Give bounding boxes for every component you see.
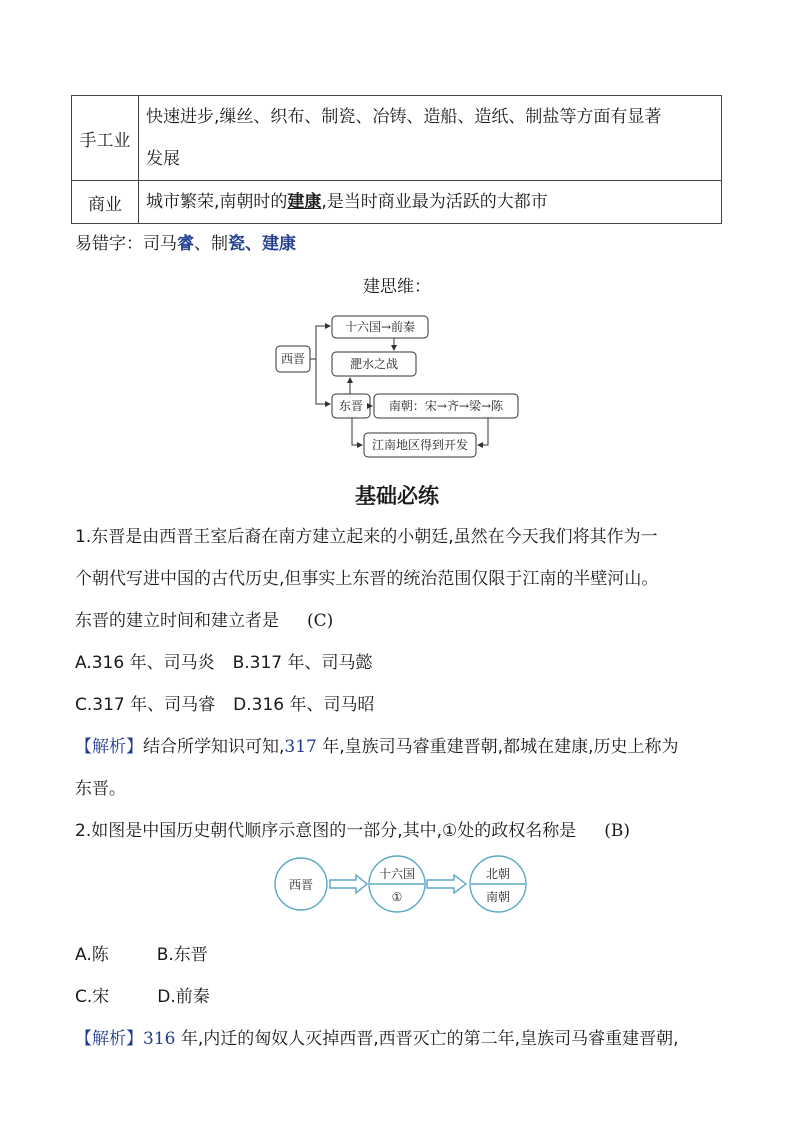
description-line: 快速进步,缫丝、织布、制瓷、冶铸、造船、造纸、制盐等方面有显著 (146, 107, 662, 127)
analysis-text: 年,内迁的匈奴人灭掉西晋,西晋灭亡的第二年,皇族司马睿重建晋朝, (175, 1029, 679, 1049)
analysis (75, 732, 678, 757)
analysis-text: 年,皇族司马睿重建晋朝,都城在建康,历史上称为 (316, 737, 679, 757)
arrow-icon (427, 875, 466, 893)
table-row (72, 96, 722, 181)
mindmap-diagram (270, 308, 530, 460)
mindmap-label-southern-dynasties: 南朝：宋→齐→梁→陈 (388, 399, 504, 413)
analysis-number: 317 (284, 737, 317, 757)
question-1-line: 个朝代写进中国的古代历史,但事实上东晋的统治范围仅限于江南的半壁河山。 (75, 569, 659, 589)
mindmap-label-eastern-jin: 东晋 (338, 399, 364, 413)
analysis-text: 结合所学知识可知, (143, 737, 285, 757)
question-stem-text: 2.如图是中国历史朝代顺序示意图的一部分,其中,①处的政权名称是 (75, 821, 577, 841)
option-d: D.前秦 (157, 987, 210, 1007)
section-title: 基础必练 (355, 484, 439, 508)
question-2-stem (75, 816, 630, 841)
analysis-label: 【解析】 (75, 737, 143, 757)
highlighted-term: 建康 (287, 192, 322, 212)
mindmap-connector (478, 418, 488, 445)
option-a: A.316 年、司马炎 (75, 653, 215, 673)
mindmap-connector (352, 418, 362, 445)
options-row (75, 648, 373, 673)
option-d: D.316 年、司马昭 (233, 695, 375, 715)
table-cell-category: 商业 (72, 181, 139, 224)
arrow-icon (330, 875, 367, 893)
table-row (72, 181, 722, 224)
question-stem-text: 东晋的建立时间和建立者是 (75, 611, 279, 631)
dynasty-label-sixteen-kingdoms: 十六国 (378, 867, 416, 881)
question-1-stem (75, 606, 333, 631)
summary-table (71, 95, 722, 224)
dynasty-label-western-jin: 西晋 (288, 878, 314, 892)
typo-note (75, 229, 296, 254)
answer-mark: (B) (604, 821, 631, 841)
option-b: B.东晋 (156, 945, 208, 965)
description-line: 发展 (146, 149, 180, 169)
table-cell-description (139, 181, 722, 224)
mindmap-label-jiangnan: 江南地区得到开发 (371, 438, 469, 452)
option-c: C.317 年、司马睿 (75, 695, 216, 715)
options-row (75, 940, 208, 965)
option-b: B.317 年、司马懿 (232, 653, 373, 673)
dynasty-label-northern: 北朝 (485, 867, 511, 881)
dynasty-sequence-diagram (272, 850, 534, 916)
typo-sep: 、制 (194, 234, 228, 254)
table-cell-category: 手工业 (72, 96, 139, 181)
answer-mark: (C) (307, 611, 334, 631)
mindmap-label-feishui: 淝水之战 (349, 357, 399, 371)
typo-word: 睿 (177, 234, 194, 254)
mindmap-connector (310, 326, 330, 359)
analysis (75, 1024, 678, 1049)
analysis-number: 316 (143, 1029, 176, 1049)
mindmap-connector (316, 359, 330, 404)
options-row (75, 690, 375, 715)
dynasty-label-southern: 南朝 (485, 890, 511, 904)
question-1-line: 1.东晋是由西晋王室后裔在南方建立起来的小朝廷,虽然在今天我们将其作为一 (75, 527, 658, 547)
option-c: C.宋 (75, 987, 110, 1007)
dynasty-label-blank: ① (391, 890, 403, 904)
options-row (75, 982, 210, 1007)
typo-label: 易错字：司马 (75, 234, 177, 254)
analysis-label: 【解析】 (75, 1029, 143, 1049)
typo-sep: 、 (245, 234, 262, 254)
analysis-line: 东晋。 (75, 779, 126, 799)
mindmap-title: 建思维： (363, 277, 431, 297)
text-segment: 城市繁荣,南朝时的 (146, 192, 288, 212)
text-segment: ,是当时商业最为活跃的大都市 (321, 192, 548, 212)
typo-word: 建康 (262, 234, 296, 254)
mindmap-label-sixteen-kingdoms: 十六国→前秦 (344, 320, 416, 334)
option-a: A.陈 (75, 945, 109, 965)
mindmap-label-root: 西晋 (280, 352, 306, 366)
table-cell-description (139, 96, 722, 181)
typo-word: 瓷 (228, 234, 245, 254)
